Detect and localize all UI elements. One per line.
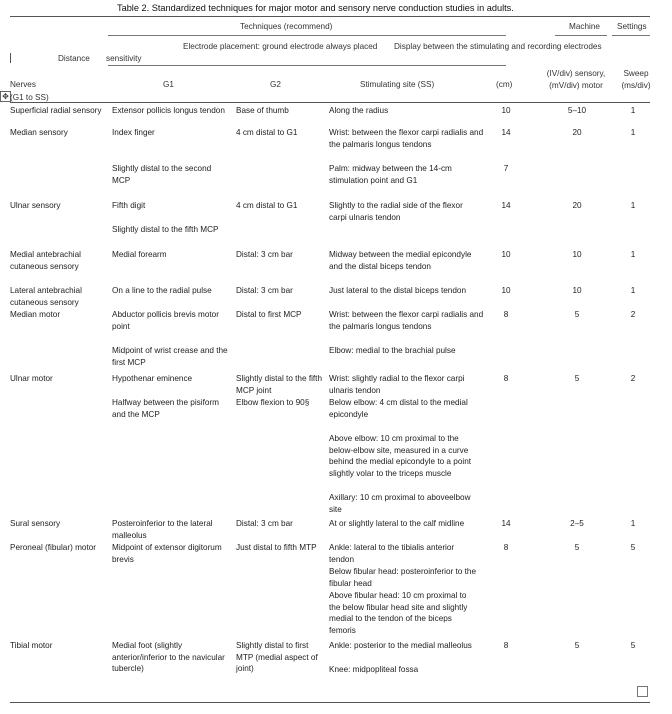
- g1-cell: Midpoint of extensor digitorum brevis: [112, 543, 222, 564]
- g1-cell: Fifth digit: [112, 201, 146, 210]
- ss-cell: Wrist: slightly radial to the flexor carpi ulnaris tendon: [329, 374, 465, 395]
- nerve-peroneal-motor: Peroneal (fibular) motor: [10, 543, 97, 552]
- nerve-ulnar-motor: Ulnar motor: [10, 374, 53, 383]
- header-g1-to-ss: (G1 to SS): [10, 93, 49, 102]
- g2-cell: Distal to first MCP: [236, 310, 302, 319]
- header-g2: G2: [270, 80, 281, 89]
- header-sweep: Sweep (ms/div): [621, 69, 651, 90]
- cm-cell: 14: [501, 201, 511, 210]
- header-distance: Distance: [58, 54, 90, 63]
- g1-cell: Abductor pollicis brevis motor point: [112, 310, 219, 331]
- sensitivity-cell: 2–5: [570, 519, 584, 528]
- nerve-superficial-radial: Superficial radial sensory: [10, 106, 102, 115]
- nerve-tibial-motor: Tibial motor: [10, 641, 53, 650]
- sweep-cell: 1: [630, 106, 636, 115]
- header-stim-site: Stimulating site (SS): [360, 80, 435, 89]
- g2-cell: Slightly distal to the fifth MCP joint: [236, 374, 323, 395]
- nerve-ulnar-sensory: Ulnar sensory: [10, 201, 61, 210]
- ss-cell: Ankle: posterior to the medial malleolus: [329, 641, 472, 650]
- g1-cell: Index finger: [112, 128, 155, 137]
- sweep-cell: 2: [630, 374, 636, 383]
- ss-cell: Just lateral to the distal biceps tendon: [329, 286, 466, 295]
- sensitivity-cell: 20: [572, 128, 582, 137]
- cm-cell: 8: [503, 310, 509, 319]
- ss-cell-secondary: Palm: midway between the 14-cm stimulation point and G1: [329, 164, 452, 185]
- nerve-medial-antebrachial: Medial antebrachial cutaneous sensory: [10, 250, 82, 271]
- cm-cell: 8: [503, 543, 509, 552]
- header-settings: Settings: [617, 22, 647, 31]
- group-rule-settings: [612, 35, 650, 36]
- header-machine-units: (IV/div) sensory, (mV/div) motor: [546, 69, 606, 90]
- display-note: Display between the stimulating and recording electrodes: [394, 42, 602, 51]
- table-bottom-rule: [10, 702, 650, 703]
- g1-cell: Medial foot (slightly anterior/inferior to the navicular tubercle): [112, 641, 225, 673]
- cm-cell: 14: [501, 519, 511, 528]
- g1-cell: Hypothenar eminence: [112, 374, 193, 383]
- header-techniques: Techniques (recommend): [240, 22, 333, 31]
- subheader-rule: [108, 65, 506, 66]
- g2-cell: 4 cm distal to G1: [236, 128, 298, 137]
- g1-cell: Medial forearm: [112, 250, 167, 259]
- ss-cell: Wrist: between the flexor carpi radialis and the palmaris longus tendons: [329, 128, 484, 149]
- ss-cell: Slightly to the radial side of the flexor carpi ulnaris tendon: [329, 201, 463, 222]
- group-rule-machine: [555, 35, 607, 36]
- ss-cell: At or slightly lateral to the calf midline: [329, 519, 465, 528]
- ss-cell-tertiary: Above elbow: 10 cm proximal to the below-elbow site, measured in a curve behind the medial epicondyle to a point slightly volar to the triceps muscle: [329, 434, 472, 478]
- table-title: Table 2. Standardized techniques for major motor and sensory nerve conduction studies in adults.: [117, 3, 514, 13]
- ss-cell: Midway between the medial epicondyle and the distal biceps tendon: [329, 250, 472, 271]
- cm-cell: 10: [501, 286, 511, 295]
- sensitivity-cell: 5: [574, 641, 580, 650]
- header-marker: [10, 53, 11, 63]
- nerve-median-sensory: Median sensory: [10, 128, 68, 137]
- sweep-cell: 5: [630, 641, 636, 650]
- g1-cell: On a line to the radial pulse: [112, 286, 212, 295]
- title-rule: [10, 16, 650, 17]
- ss-cell: Ankle: lateral to the tibialis anterior tendon: [329, 543, 455, 564]
- cm-cell: 10: [501, 250, 511, 259]
- g1-cell-secondary: Halfway between the pisiform and the MCP: [112, 398, 219, 419]
- g2-cell: Distal: 3 cm bar: [236, 250, 293, 259]
- g2-cell: 4 cm distal to G1: [236, 201, 298, 210]
- g1-cell: Extensor pollicis longus tendon: [112, 106, 225, 115]
- ss-cell-secondary: Below fibular head: posteroinferior to the fibular head: [329, 567, 477, 588]
- move-handle-icon[interactable]: ✥: [0, 91, 11, 102]
- sweep-cell: 1: [630, 128, 636, 137]
- sensitivity-cell: 20: [572, 201, 582, 210]
- cm-cell: 10: [501, 106, 511, 115]
- g2-cell: Base of thumb: [236, 106, 289, 115]
- ss-cell-secondary: Elbow: medial to the brachial pulse: [329, 346, 456, 355]
- sensitivity-cell: 5–10: [567, 106, 587, 115]
- sensitivity-cell: 10: [572, 250, 582, 259]
- ss-cell-tertiary: Above fibular head: 10 cm proximal to the below fibular head site and slightly medial to the tendon of the biceps femoris: [329, 591, 468, 635]
- ss-cell-secondary: Knee: midpopliteal fossa: [329, 665, 419, 674]
- cm-cell: 8: [503, 374, 509, 383]
- header-machine: Machine: [569, 22, 600, 31]
- g2-cell-secondary: Elbow flexion to 90§: [236, 398, 310, 407]
- ss-cell-secondary: Below elbow: 4 cm distal to the medial epicondyle: [329, 398, 468, 419]
- nerve-sural-sensory: Sural sensory: [10, 519, 61, 528]
- sweep-cell: 1: [630, 250, 636, 259]
- group-rule-techniques: [108, 35, 506, 36]
- header-cm: (cm): [496, 80, 513, 89]
- header-bottom-rule: [10, 102, 650, 103]
- cm-cell-secondary: 7: [503, 164, 509, 173]
- sweep-cell: 5: [630, 543, 636, 552]
- header-nerves: Nerves: [10, 80, 36, 89]
- sweep-cell: 1: [630, 286, 636, 295]
- electrode-note: Electrode placement: ground electrode always placed: [183, 42, 378, 51]
- sweep-cell: 2: [630, 310, 636, 319]
- ss-cell: Along the radius: [329, 106, 389, 115]
- g1-cell-secondary: Slightly distal to the fifth MCP: [112, 225, 219, 234]
- g1-cell: Posteroinferior to the lateral malleolus: [112, 519, 213, 540]
- sensitivity-cell: 5: [574, 374, 580, 383]
- sensitivity-cell: 10: [572, 286, 582, 295]
- nerve-median-motor: Median motor: [10, 310, 61, 319]
- g2-cell: Slightly distal to first MTP (medial aspect of joint): [236, 641, 318, 673]
- sweep-cell: 1: [630, 201, 636, 210]
- header-g1: G1: [163, 80, 174, 89]
- cm-cell: 8: [503, 641, 509, 650]
- sweep-cell: 1: [630, 519, 636, 528]
- g2-cell: Just distal to fifth MTP: [236, 543, 317, 552]
- header-sensitivity: sensitivity: [106, 54, 142, 63]
- ss-cell-quaternary: Axillary: 10 cm proximal to aboveelbow site: [329, 493, 471, 514]
- checkbox-icon[interactable]: [637, 686, 648, 697]
- g1-cell-secondary: Slightly distal to the second MCP: [112, 164, 212, 185]
- g1-cell-secondary: Midpoint of wrist crease and the first MCP: [112, 346, 228, 367]
- g2-cell: Distal: 3 cm bar: [236, 286, 293, 295]
- g2-cell: Distal: 3 cm bar: [236, 519, 293, 528]
- cm-cell: 14: [501, 128, 511, 137]
- ss-cell: Wrist: between the flexor carpi radialis and the palmaris longus tendons: [329, 310, 484, 331]
- sensitivity-cell: 5: [574, 310, 580, 319]
- sensitivity-cell: 5: [574, 543, 580, 552]
- nerve-lateral-antebrachial: Lateral antebrachial cutaneous sensory: [10, 286, 82, 307]
